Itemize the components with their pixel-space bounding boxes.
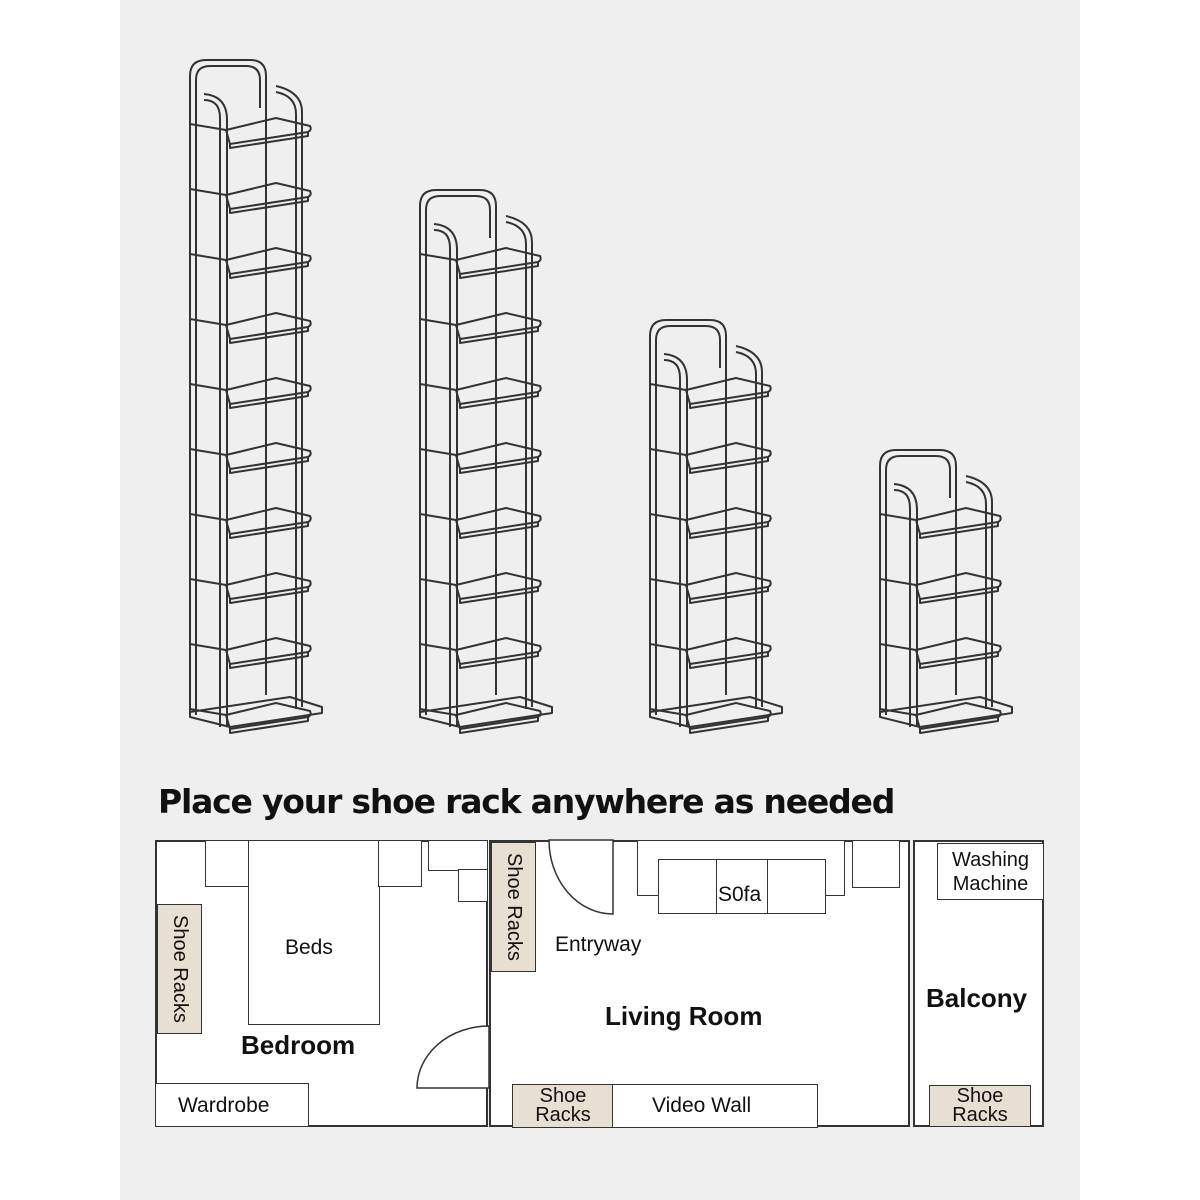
rack-shelf xyxy=(456,573,541,599)
bedroom-shoe-racks: Shoe Racks xyxy=(157,904,202,1034)
rack-shelf xyxy=(916,508,1001,534)
rack-shelf xyxy=(456,378,541,404)
rack-shelf xyxy=(686,638,771,664)
living-room-title: Living Room xyxy=(605,1001,763,1031)
rack-shelf xyxy=(226,573,311,599)
rack-shelf xyxy=(686,378,771,404)
bedroom-door xyxy=(157,842,490,1129)
shoe-racks-line2: Racks xyxy=(952,1104,1008,1126)
rack-shelf xyxy=(226,508,311,534)
shoe-racks-line1: Shoe xyxy=(956,1085,1004,1107)
video-wall-label: Video Wall xyxy=(652,1094,752,1117)
rack-shelf xyxy=(226,443,311,469)
rack-shelf xyxy=(226,313,311,339)
living-room-room xyxy=(489,840,910,1127)
rack-shelf xyxy=(456,248,541,274)
rack-shelf xyxy=(916,573,1001,599)
washing-machine-line2: Machine xyxy=(952,872,1029,895)
rack-shelf xyxy=(456,638,541,664)
entry-shoe-racks: Shoe Racks xyxy=(491,842,536,972)
rack-shelf xyxy=(456,443,541,469)
washing-machine xyxy=(937,843,1044,900)
bedroom-room xyxy=(155,840,488,1127)
sofa-label: S0fa xyxy=(718,883,762,906)
rack-shelf xyxy=(686,508,771,534)
headline: Place your shoe rack anywhere as needed xyxy=(158,782,895,821)
beds-label: Beds xyxy=(285,936,333,959)
shoe-rack-10-tier xyxy=(190,60,322,733)
rack-shelf xyxy=(226,378,311,404)
rack-shelf xyxy=(686,573,771,599)
balcony-room xyxy=(913,840,1044,1127)
shoe-rack-8-tier xyxy=(420,190,552,733)
rack-shelf xyxy=(456,313,541,339)
washing-machine-line1: Washing xyxy=(951,848,1030,871)
shoe-rack-6-tier xyxy=(650,320,782,733)
rack-shelf xyxy=(226,638,311,664)
rack-shelf xyxy=(686,443,771,469)
balcony-title: Balcony xyxy=(926,983,1028,1013)
rack-shelf xyxy=(226,248,311,274)
shoe-racks-line1: Shoe xyxy=(539,1085,587,1107)
rack-shelf xyxy=(916,638,1001,664)
rack-shelf xyxy=(226,118,311,144)
rack-shelf xyxy=(226,183,311,209)
wardrobe-label: Wardrobe xyxy=(178,1094,270,1117)
bedroom-title: Bedroom xyxy=(241,1030,356,1060)
shoe-racks-line2: Racks xyxy=(535,1104,591,1126)
rack-shelf xyxy=(456,508,541,534)
living-room-shoe-racks xyxy=(512,1084,614,1128)
entryway-label: Entryway xyxy=(555,933,642,956)
side-table xyxy=(852,840,900,888)
shoe-rack-4-tier xyxy=(880,450,1012,733)
balcony-shoe-racks xyxy=(929,1085,1031,1127)
